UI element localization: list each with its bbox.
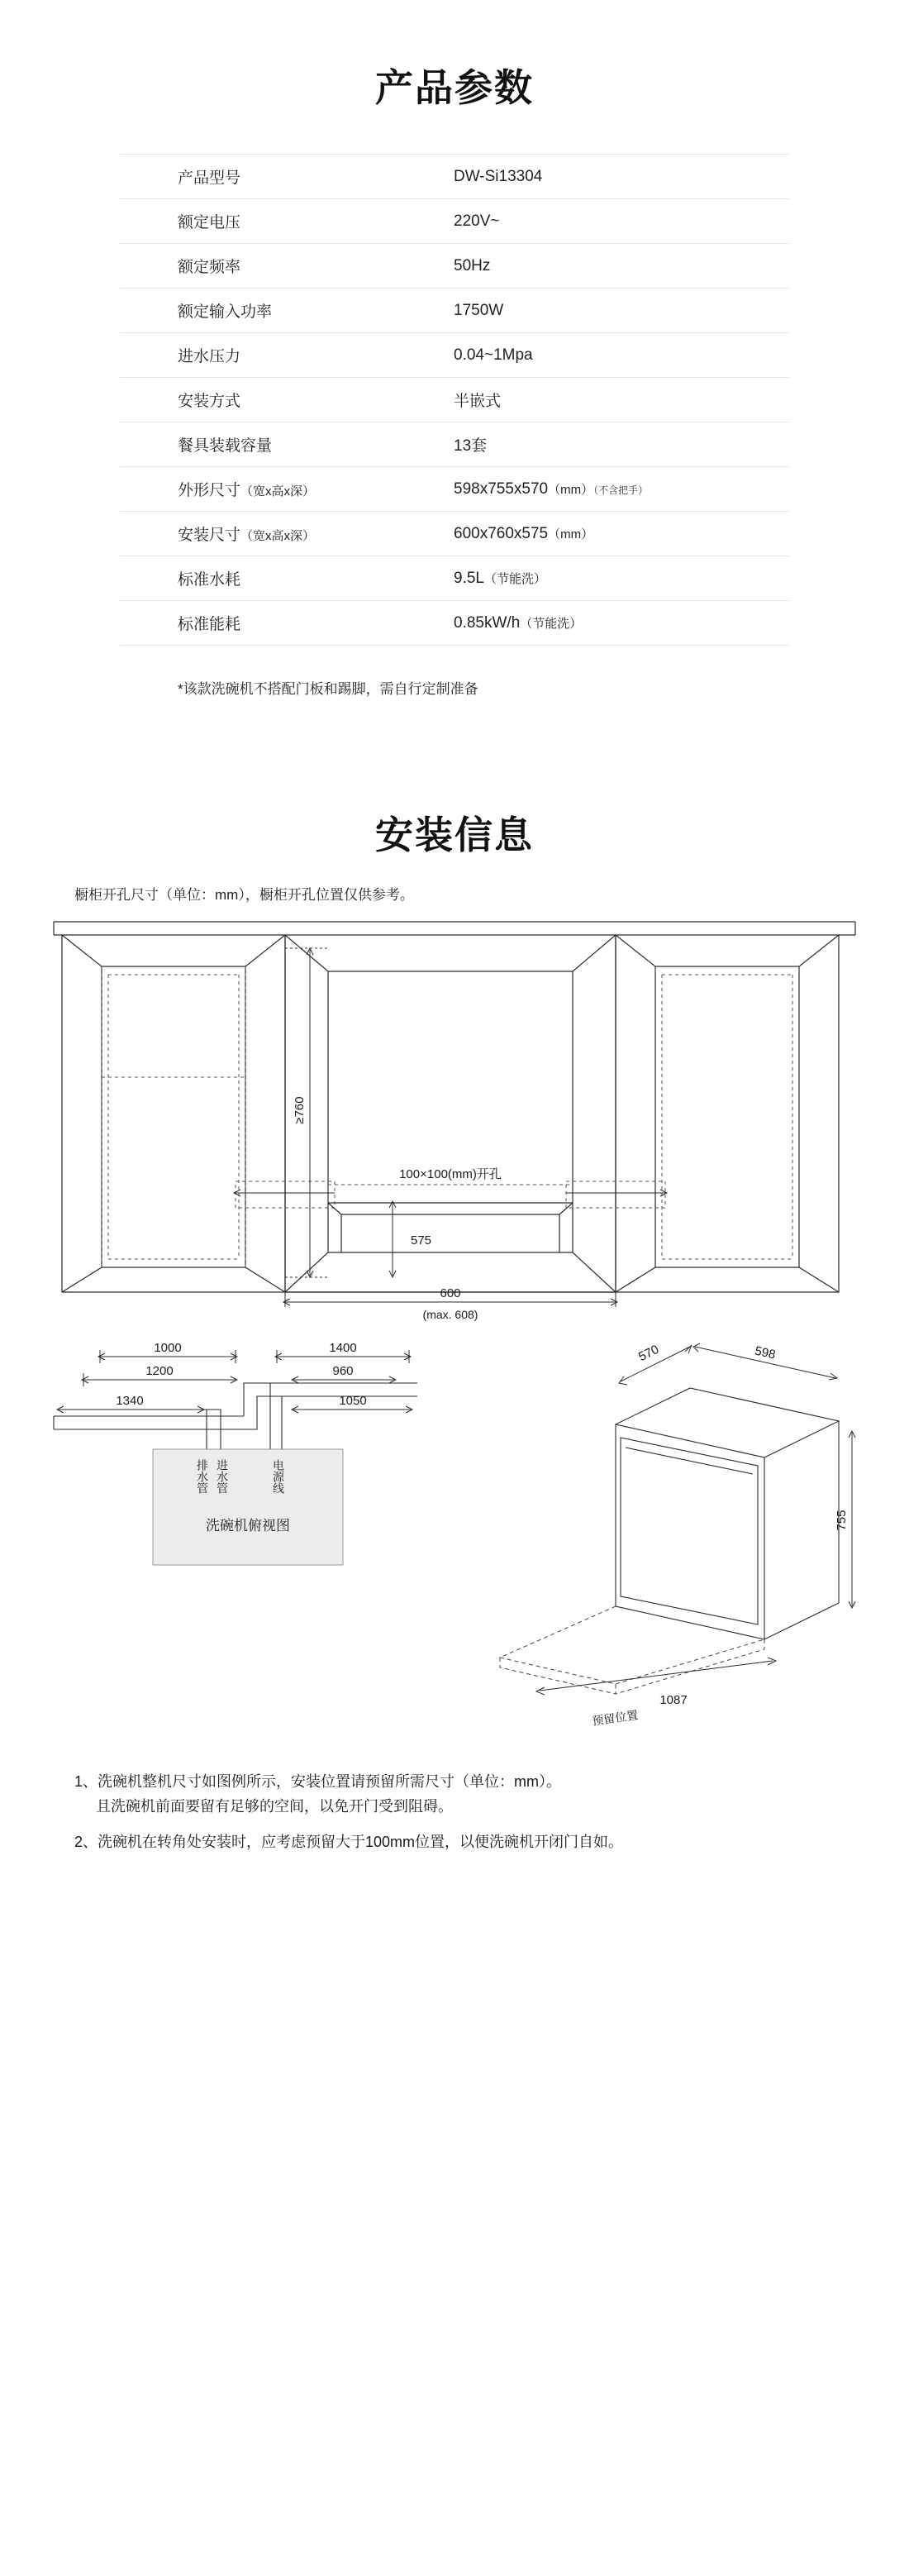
install-note-1-num: 1、 — [74, 1773, 98, 1790]
label-inlet-pipe: 进水管 — [216, 1459, 229, 1494]
spec-label: 餐具装载容量 — [178, 437, 273, 455]
spec-value: 0.85kW/h（节能洗） — [454, 613, 583, 632]
dim-598-label: 598 — [753, 1343, 777, 1362]
dim-1050-label: 1050 — [339, 1394, 367, 1408]
install-note-2-line1: 洗碗机在转角处安装时，应考虑预留大于100mm位置，以便洗碗机开闭门自如。 — [98, 1834, 624, 1851]
install-notes — [37, 1770, 872, 1855]
cabinet-height-label: ≥760 — [293, 1096, 307, 1124]
install-note-2-num: 2、 — [74, 1834, 98, 1851]
label-drain-pipe: 排水管 — [196, 1459, 209, 1494]
spec-label: 额定频率 — [178, 259, 241, 276]
spec-value: 13套 — [454, 437, 488, 455]
spec-table — [120, 154, 789, 646]
install-section-title: 安装信息 — [375, 813, 534, 856]
cabinet-depth-label: 575 — [411, 1233, 432, 1247]
spec-label: 标准水耗 — [178, 571, 241, 589]
spec-value: 598x755x570（mm）（不含把手） — [454, 479, 649, 498]
dim-1087-label: 1087 — [659, 1693, 688, 1707]
spec-label-sub: （宽x高x深） — [240, 484, 316, 499]
install-note: 橱柜开孔尺寸（单位：mm），橱柜开孔位置仅供参考。 — [74, 887, 414, 903]
table-row — [120, 422, 789, 467]
dim-1400-label: 1400 — [329, 1341, 357, 1355]
plumbing-and-iso-diagram — [37, 1333, 872, 1755]
dim-570-label: 570 — [636, 1342, 662, 1365]
cabinet-opening-diagram — [37, 912, 872, 1325]
label-power-cord: 电源线 — [272, 1459, 285, 1494]
spec-label: 安装方式 — [178, 393, 241, 410]
table-row — [120, 199, 789, 244]
install-note-1-line1: 洗碗机整机尺寸如图例所示，安装位置请预留所需尺寸（单位：mm）。 — [98, 1773, 562, 1790]
spec-value: 220V~ — [454, 212, 500, 230]
dim-1200-label: 1200 — [145, 1364, 174, 1378]
install-note-1-line2: 且洗碗机前面要留有足够的空间，以免开门受到阻碍。 — [96, 1797, 453, 1815]
reserve-space-label: 预留位置 — [591, 1708, 640, 1728]
cabinet-hole-label: 100×100(mm)开孔 — [399, 1167, 502, 1181]
spec-value: 1750W — [454, 301, 504, 319]
spec-label: 外形尺寸（宽x高x深） — [178, 482, 316, 499]
cabinet-width-max-label: (max. 608) — [422, 1308, 478, 1321]
spec-footnote: *该款洗碗机不搭配门板和踢脚，需自行定制准备 — [178, 681, 478, 697]
spec-value: 600x760x575（mm） — [454, 524, 594, 542]
spec-label: 进水压力 — [178, 348, 241, 365]
table-row — [120, 601, 789, 646]
spec-value-note: （不含把手） — [593, 484, 649, 496]
spec-label: 额定输入功率 — [178, 303, 273, 321]
dishwasher-topview-box — [153, 1449, 343, 1565]
table-row — [120, 467, 789, 512]
table-row — [120, 378, 789, 422]
table-row — [120, 289, 789, 333]
topview-caption: 洗碗机俯视图 — [206, 1518, 290, 1534]
spec-value: 9.5L（节能洗） — [454, 569, 546, 587]
table-row — [120, 244, 789, 289]
dim-755-label: 755 — [835, 1510, 849, 1531]
dim-1000-label: 1000 — [154, 1341, 182, 1355]
spec-label: 标准能耗 — [178, 616, 241, 633]
spec-value-unit: （mm） — [548, 527, 594, 541]
spec-label: 额定电压 — [178, 214, 241, 231]
spec-label: 产品型号 — [178, 169, 241, 187]
spec-value: 50Hz — [454, 256, 491, 274]
table-row — [120, 556, 789, 601]
table-row — [120, 512, 789, 556]
dim-1340-label: 1340 — [116, 1394, 144, 1408]
spec-value-unit: （mm） — [548, 482, 594, 497]
spec-label-sub: （宽x高x深） — [240, 529, 316, 543]
spec-value-unit: （节能洗） — [483, 571, 546, 586]
dim-960-label: 960 — [332, 1364, 354, 1378]
install-note-2 — [74, 1830, 872, 1855]
spec-label: 安装尺寸（宽x高x深） — [178, 527, 316, 544]
spec-value: 0.04~1Mpa — [454, 346, 533, 364]
spec-value-unit: （节能洗） — [520, 616, 583, 631]
install-note-1 — [74, 1770, 872, 1819]
table-row — [120, 333, 789, 378]
spec-value: DW-Si13304 — [454, 167, 543, 185]
table-row — [120, 155, 789, 199]
cabinet-width-label: 600 — [440, 1286, 461, 1300]
spec-value: 半嵌式 — [454, 393, 502, 410]
spec-section-title: 产品参数 — [375, 66, 534, 109]
